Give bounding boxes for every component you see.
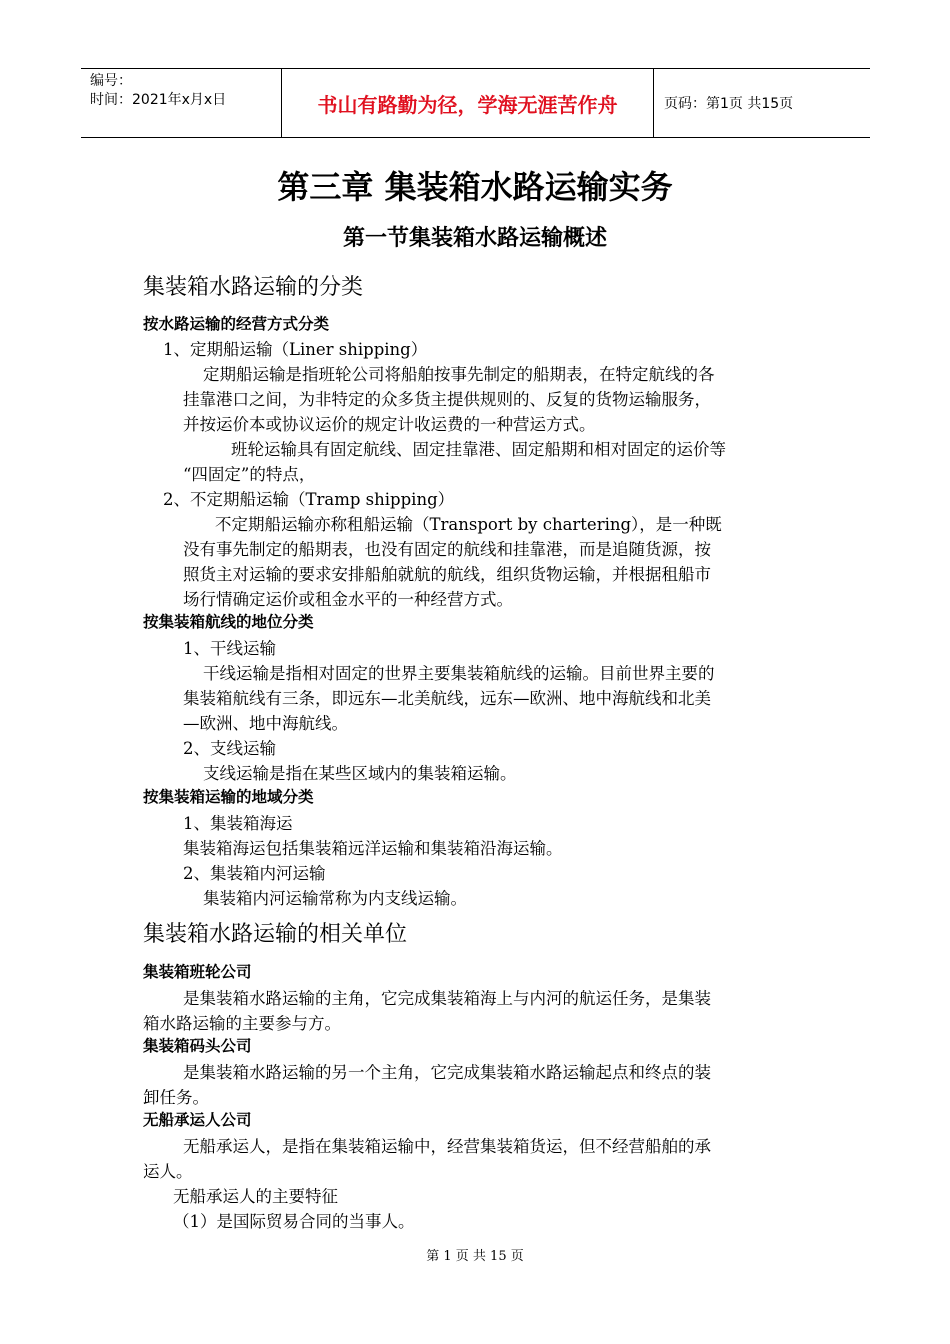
item-liner: 1、定期船运输（Liner shipping） <box>163 340 428 359</box>
nvocc-line2: 运人。 <box>143 1162 193 1181</box>
trunk-line2: 集装箱航线有三条，即远东—北美航线，远东—欧洲、地中海航线和北美 <box>183 689 711 708</box>
heading-by-operation: 按水路运输的经营方式分类 <box>143 315 330 333</box>
page-footer: 第 1 页 共 15 页 <box>426 1249 524 1264</box>
liner-p2-line2: “四固定”的特点， <box>183 465 316 484</box>
liner-p1-line3: 并按运价本或协议运价的规定计收运费的一种营运方式。 <box>183 415 596 434</box>
feeder-line1: 支线运输是指在某些区域内的集装箱运输。 <box>203 764 517 783</box>
nvocc-features-heading: 无船承运人的主要特征 <box>173 1187 338 1206</box>
heading-units: 集装箱水路运输的相关单位 <box>143 922 408 947</box>
header-page-info: 页码：第1页 共15页 <box>664 96 794 112</box>
tramp-line1: 不定期船运输亦称租船运输（Transport by chartering），是一种既 <box>215 515 722 534</box>
header-table <box>81 68 870 138</box>
heading-liner-company: 集装箱班轮公司 <box>143 963 252 981</box>
heading-by-region: 按集装箱运输的地域分类 <box>143 788 314 806</box>
sea-line1: 集装箱海运包括集装箱远洋运输和集装箱沿海运输。 <box>183 839 563 858</box>
item-sea: 1、集装箱海运 <box>183 814 293 833</box>
liner-company-line2: 箱水路运输的主要参与方。 <box>143 1014 341 1033</box>
date-label: 时间：2021年x月x日 <box>90 92 227 108</box>
header-motto: 书山有路勤为径，学海无涯苦作舟 <box>282 69 654 137</box>
terminal-line1: 是集装箱水路运输的另一个主角，它完成集装箱水路运输起点和终点的装 <box>183 1063 711 1082</box>
liner-p2-line1: 班轮运输具有固定航线、固定挂靠港、固定船期和相对固定的运价等 <box>231 440 726 459</box>
item-feeder: 2、支线运输 <box>183 739 276 758</box>
item-tramp: 2、不定期船运输（Tramp shipping） <box>163 490 455 509</box>
liner-p1-line2: 挂靠港口之间，为非特定的众多货主提供规则的、反复的货物运输服务， <box>183 390 711 409</box>
trunk-line1: 干线运输是指相对固定的世界主要集装箱航线的运输。目前世界主要的 <box>203 664 715 683</box>
tramp-line2: 没有事先制定的船期表，也没有固定的航线和挂靠港，而是追随货源，按 <box>183 540 711 559</box>
liner-company-line1: 是集装箱水路运输的主角，它完成集装箱海上与内河的航运任务，是集装 <box>183 989 711 1008</box>
header-meta-cell <box>81 69 282 137</box>
terminal-line2: 卸任务。 <box>143 1088 209 1107</box>
liner-p1-line1: 定期船运输是指班轮公司将船舶按事先制定的船期表，在特定航线的各 <box>203 365 715 384</box>
heading-classification: 集装箱水路运输的分类 <box>143 275 364 300</box>
tramp-line4: 场行情确定运价或租金水平的一种经营方式。 <box>183 590 513 609</box>
section-title: 第一节集装箱水路运输概述 <box>342 226 607 251</box>
tramp-line3: 照货主对运输的要求安排船舶就航的航线，组织货物运输，并根据租船市 <box>183 565 711 584</box>
number-label: 编号： <box>90 73 132 89</box>
item-trunk: 1、干线运输 <box>183 639 276 658</box>
nvocc-feature-1: （1）是国际贸易合同的当事人。 <box>173 1212 415 1231</box>
inland-line1: 集装箱内河运输常称为内支线运输。 <box>203 889 467 908</box>
heading-terminal-company: 集装箱码头公司 <box>143 1037 252 1055</box>
nvocc-line1: 无船承运人，是指在集装箱运输中，经营集装箱货运，但不经营船舶的承 <box>183 1137 711 1156</box>
trunk-line3: —欧洲、地中海航线。 <box>183 714 348 733</box>
heading-by-route: 按集装箱航线的地位分类 <box>143 613 314 631</box>
item-inland: 2、集装箱内河运输 <box>183 864 326 883</box>
heading-nvocc: 无船承运人公司 <box>143 1111 252 1129</box>
chapter-title: 第三章 集装箱水路运输实务 <box>277 168 673 206</box>
